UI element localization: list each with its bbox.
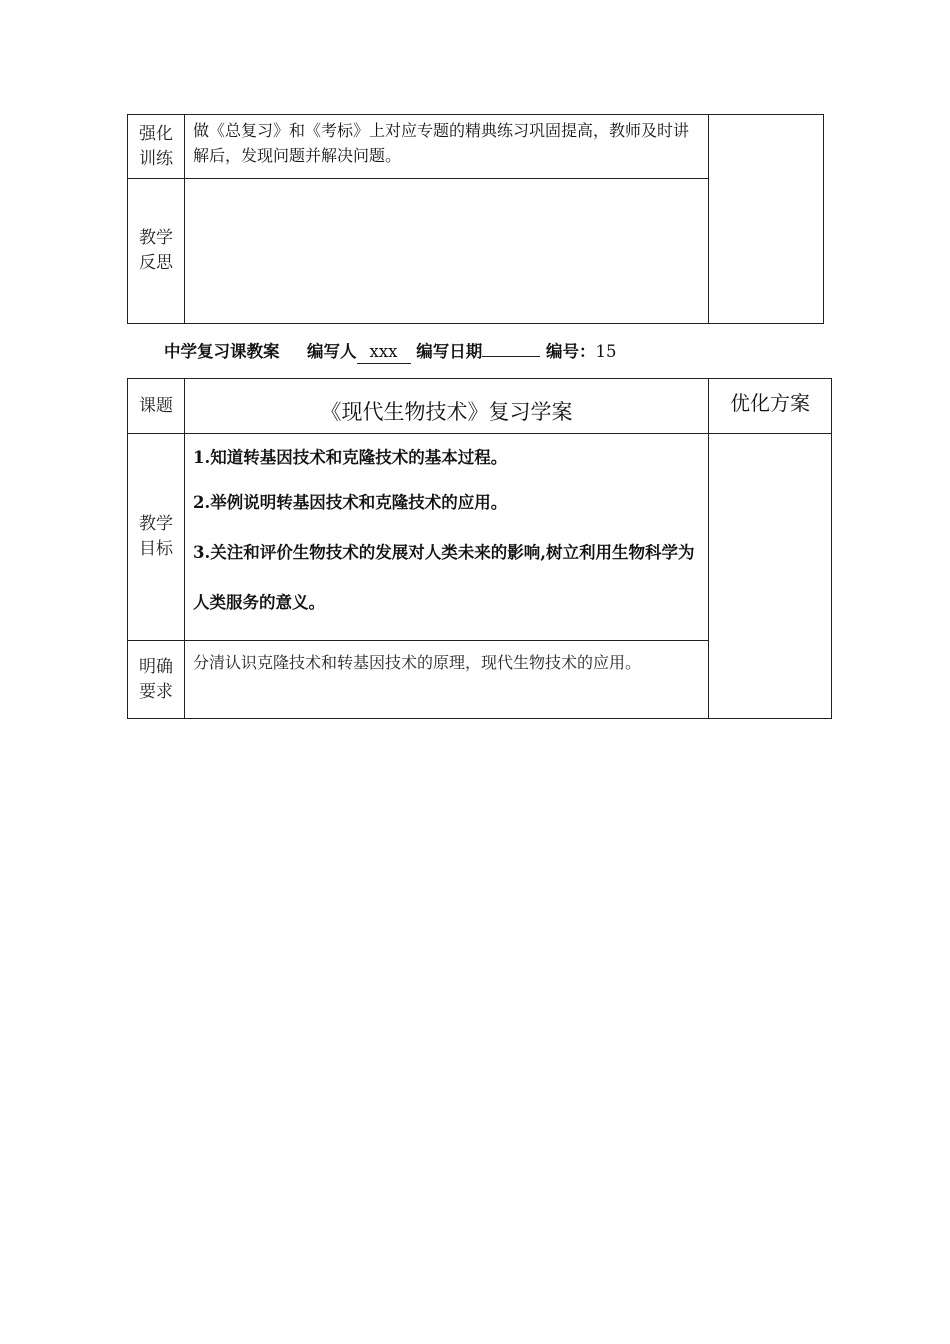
number-label: 编号： [546, 342, 596, 361]
goals-content [185, 434, 709, 641]
goal-item: 2.举例说明转基因技术和克隆技术的应用。 [193, 493, 508, 512]
review-plan-table [127, 378, 832, 719]
date-label: 编写日期 [416, 342, 483, 361]
course-title: 中学复习课教案 [164, 342, 280, 361]
goal-item: 3.关注和评价生物技术的发展对人类未来的影响,树立利用生物科学为人类服务的意义。 [193, 543, 695, 612]
author-value: xxx [357, 339, 411, 364]
label-topic: 课题 [128, 379, 185, 434]
label-training: 强化 训练 [128, 115, 185, 179]
top-side-column [709, 115, 824, 324]
date-value [482, 332, 540, 357]
author-label: 编写人 [307, 342, 357, 361]
topic-title: 《现代生物技术》复习学案 [185, 379, 709, 434]
top-lesson-table [127, 114, 824, 324]
training-content: 做《总复习》和《考标》上对应专题的精典练习巩固提高，教师及时讲解后，发现问题并解决问题。 [185, 115, 709, 179]
optimize-column [709, 434, 832, 719]
label-reflection: 教学 反思 [128, 179, 185, 324]
goal-item: 1.知道转基因技术和克隆技术的基本过程。 [193, 448, 508, 467]
label-goals: 教学 目标 [128, 434, 185, 641]
number-value: 15 [595, 342, 617, 361]
requirement-content: 分清认识克隆技术和转基因技术的原理，现代生物技术的应用。 [185, 641, 709, 719]
lesson-header [164, 332, 617, 361]
reflection-content [185, 179, 709, 324]
optimize-header: 优化方案 [709, 379, 832, 434]
label-requirement: 明确 要求 [128, 641, 185, 719]
